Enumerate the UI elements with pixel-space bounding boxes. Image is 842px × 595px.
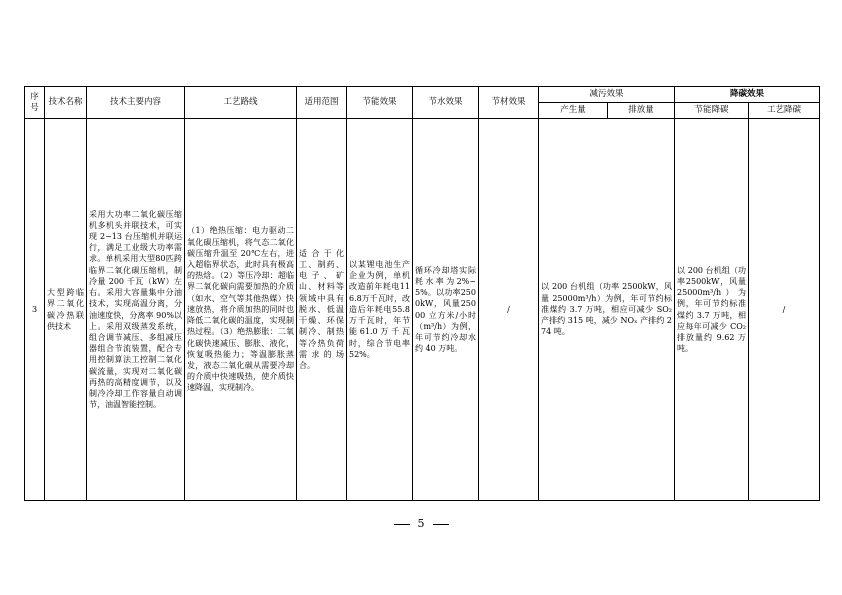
header-main-content: 技术主要内容	[87, 87, 185, 119]
table-row	[25, 119, 820, 501]
row-carbon-process: /	[749, 119, 820, 501]
page-number-right-dash	[433, 524, 449, 525]
header-carbon-energy: 节能降碳	[675, 103, 749, 119]
row-process-route: （1）绝热压缩：电力驱动二氧化碳压缩机，将气态二氧化碳压缩升温至 20℃左右，进入超临界状态，此时具有极高的热焓。（2）等压冷却：超临界二氧化碳向需要加热的介质（如水、空气等其他热媒）快速放热，将介质加热的同时也降低二氧化碳的温度，实现制热过程。（3）绝热膨胀：二氧化碳快速减压、膨胀、液化，恢复吸热能力；等温膨胀蒸发，液态二氧化碳从需要冷却的介质中快速吸热，使介质快速降温，实现制冷。	[185, 119, 297, 501]
header-tech-name: 技术名称	[45, 87, 87, 119]
row-seq: 3	[25, 119, 45, 501]
row-carbon-energy: 以 200 台机组（功率2500kW，风量25000m³/h）为例，年可节约标准煤约 3.7 万吨，相应每年可减少 CO₂ 排放量约 9.62 万吨。	[675, 119, 749, 501]
page-number	[0, 517, 842, 530]
header-energy-saving: 节能效果	[347, 87, 413, 119]
row-tech-name: 大型跨临界二氧化碳冷热联供技术	[45, 119, 87, 501]
header-pollution-group: 减污效果	[539, 87, 675, 103]
row-water-saving: 循环冷却塔实际耗水率为2%~5%。以功率2500kW，风量25000 立方米/小时（m³/h）为例，年可节约冷却水约 40 万吨。	[413, 119, 479, 501]
row-main-content: 采用大功率二氧化碳压缩机多机头并联技术，可实现 2~13 台压缩机并联运行，满足工业级大功率需求。单机采用大型80匹跨临界二氧化碳压缩机，制冷量 200 千瓦（kW）左右。采用大容量集中分油技术，实现高温分离，分油速度快，分离率 90%以上。采用双级蒸发系统，组合调节减压、多组减压器组合节流装置，配合专用控制算法工控制二氧化碳流量，实现对二氧化碳再热的高精度调节，以及制冷冷却工作容量自动调节，油温智能控制。	[87, 119, 185, 501]
header-water-saving: 节水效果	[413, 87, 479, 119]
header-pollution-generation: 产生量	[539, 103, 608, 119]
row-material-saving: /	[479, 119, 539, 501]
row-scope: 适合于化工、制药、电子、矿山、材料等领域中具有脱水、低温干燥、环保制冷、制热等冷热负荷需求的场合。	[297, 119, 347, 501]
row-energy-saving: 以某锂电池生产企业为例，单机改造前年耗电116.8万千瓦时，改造后年耗电55.8 万千瓦时，年节能61.0万千瓦时，综合节电率52%。	[347, 119, 413, 501]
header-material-saving: 节材效果	[479, 87, 539, 119]
header-carbon-group: 降碳效果	[675, 87, 820, 103]
header-scope: 适用范围	[297, 87, 347, 119]
page-number-left-dash	[394, 524, 410, 525]
row-pollution-effect: 以 200 台机组（功率 2500kW，风量 25000m³/h）为例，年可节约标准煤约 3.7 万吨，相应可减少 SO₂ 产排约 315 吨，减少 NOₓ 产排约 274 吨。	[539, 119, 675, 501]
header-seq: 序号	[25, 87, 45, 119]
page-number-value: 5	[417, 517, 425, 530]
technology-table	[24, 86, 820, 501]
header-pollution-emission: 排放量	[608, 103, 675, 119]
header-carbon-process: 工艺降碳	[749, 103, 820, 119]
header-process-route: 工艺路线	[185, 87, 297, 119]
